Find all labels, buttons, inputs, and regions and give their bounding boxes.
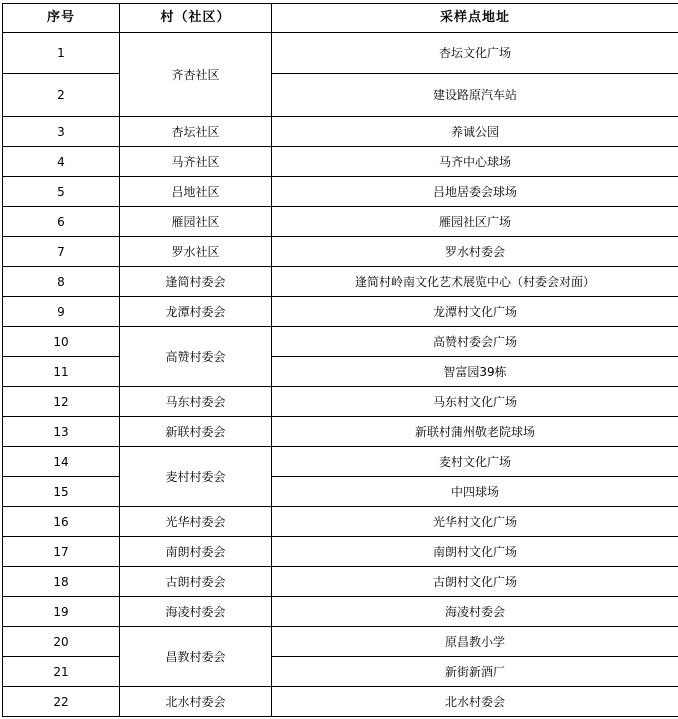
header-seq: 序号 [3, 4, 120, 33]
site-cell: 光华村文化广场 [272, 507, 678, 537]
sampling-sites-table [2, 3, 678, 717]
table-row [3, 207, 678, 237]
site-cell: 新街新酒厂 [272, 657, 678, 687]
village-cell: 高赞村委会 [120, 327, 272, 387]
table-row [3, 237, 678, 267]
village-cell: 马齐社区 [120, 147, 272, 177]
seq-cell: 11 [3, 357, 120, 387]
site-cell: 新联村蒲州敬老院球场 [272, 417, 678, 447]
village-cell: 北水村委会 [120, 687, 272, 717]
table-row [3, 117, 678, 147]
table-row [3, 597, 678, 627]
village-cell: 南朗村委会 [120, 537, 272, 567]
village-cell: 龙潭村委会 [120, 297, 272, 327]
village-cell: 马东村委会 [120, 387, 272, 417]
table-row [3, 507, 678, 537]
site-cell: 中四球场 [272, 477, 678, 507]
village-cell: 吕地社区 [120, 177, 272, 207]
table-row [3, 477, 678, 507]
header-village: 村（社区） [120, 4, 272, 33]
site-cell: 原昌教小学 [272, 627, 678, 657]
seq-cell: 4 [3, 147, 120, 177]
site-cell: 马东村文化广场 [272, 387, 678, 417]
header-row [3, 4, 678, 33]
table-row [3, 267, 678, 297]
village-cell: 昌教村委会 [120, 627, 272, 687]
seq-cell: 16 [3, 507, 120, 537]
site-cell: 雁园社区广场 [272, 207, 678, 237]
seq-cell: 14 [3, 447, 120, 477]
table-row [3, 567, 678, 597]
table-row [3, 177, 678, 207]
seq-cell: 10 [3, 327, 120, 357]
seq-cell: 18 [3, 567, 120, 597]
seq-cell: 3 [3, 117, 120, 147]
village-cell: 麦村村委会 [120, 447, 272, 507]
seq-cell: 17 [3, 537, 120, 567]
seq-cell: 2 [3, 74, 120, 117]
seq-cell: 15 [3, 477, 120, 507]
village-cell: 雁园社区 [120, 207, 272, 237]
table-row [3, 417, 678, 447]
site-cell: 马齐中心球场 [272, 147, 678, 177]
site-cell: 建设路原汽车站 [272, 74, 678, 117]
village-cell: 罗水社区 [120, 237, 272, 267]
table-row [3, 387, 678, 417]
village-cell: 杏坛社区 [120, 117, 272, 147]
site-cell: 吕地居委会球场 [272, 177, 678, 207]
site-cell: 智富园39栋 [272, 357, 678, 387]
table-row [3, 357, 678, 387]
site-cell: 高赞村委会广场 [272, 327, 678, 357]
site-cell: 养诚公园 [272, 117, 678, 147]
seq-cell: 9 [3, 297, 120, 327]
seq-cell: 6 [3, 207, 120, 237]
table-row [3, 297, 678, 327]
table-row [3, 147, 678, 177]
seq-cell: 1 [3, 33, 120, 74]
table-row [3, 657, 678, 687]
site-cell: 南朗村文化广场 [272, 537, 678, 567]
table-row [3, 537, 678, 567]
site-cell: 北水村委会 [272, 687, 678, 717]
village-cell: 逢简村委会 [120, 267, 272, 297]
table-row [3, 33, 678, 74]
header-site: 采样点地址 [272, 4, 678, 33]
table-row [3, 627, 678, 657]
seq-cell: 13 [3, 417, 120, 447]
site-cell: 逢简村岭南文化艺术展览中心（村委会对面） [272, 267, 678, 297]
village-cell: 光华村委会 [120, 507, 272, 537]
table-row [3, 687, 678, 717]
site-cell: 古朗村文化广场 [272, 567, 678, 597]
table-row [3, 74, 678, 117]
village-cell: 古朗村委会 [120, 567, 272, 597]
seq-cell: 19 [3, 597, 120, 627]
seq-cell: 7 [3, 237, 120, 267]
village-cell: 海凌村委会 [120, 597, 272, 627]
site-cell: 龙潭村文化广场 [272, 297, 678, 327]
seq-cell: 22 [3, 687, 120, 717]
table-row [3, 327, 678, 357]
site-cell: 杏坛文化广场 [272, 33, 678, 74]
seq-cell: 8 [3, 267, 120, 297]
site-cell: 麦村文化广场 [272, 447, 678, 477]
village-cell: 齐杏社区 [120, 33, 272, 117]
table-row [3, 447, 678, 477]
site-cell: 罗水村委会 [272, 237, 678, 267]
village-cell: 新联村委会 [120, 417, 272, 447]
seq-cell: 12 [3, 387, 120, 417]
site-cell: 海凌村委会 [272, 597, 678, 627]
seq-cell: 21 [3, 657, 120, 687]
seq-cell: 5 [3, 177, 120, 207]
seq-cell: 20 [3, 627, 120, 657]
